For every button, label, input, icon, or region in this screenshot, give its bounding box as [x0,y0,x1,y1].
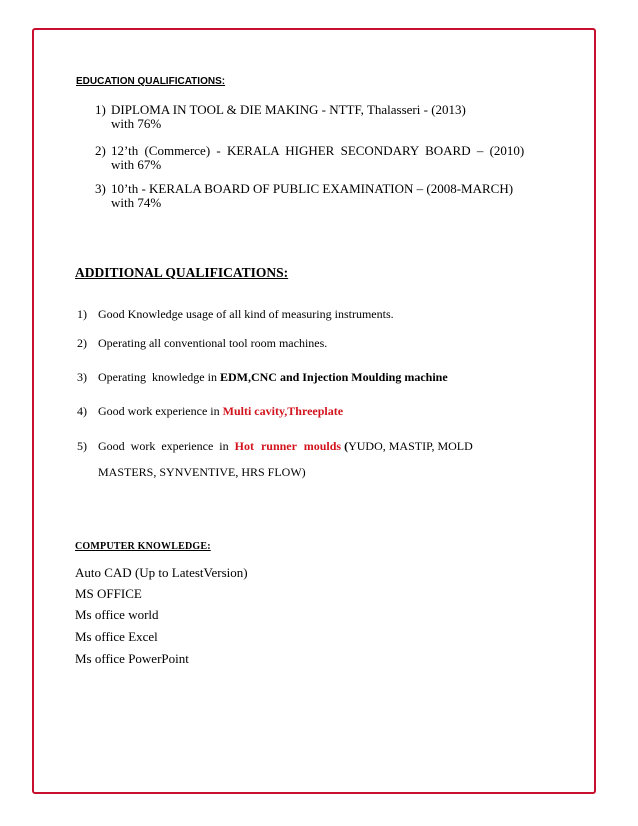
additional-item-continuation: MASTERS, SYNVENTIVE, HRS FLOW) [98,465,306,479]
education-heading: EDUCATION QUALIFICATIONS: [76,76,226,87]
computer-item: MS OFFICE [75,586,142,601]
additional-item-number: 1) [77,307,87,321]
additional-heading: ADDITIONAL QUALIFICATIONS: [75,265,289,280]
education-item-score: with 76% [111,116,162,131]
additional-item-text [98,404,343,419]
additional-item-text: Operating all conventional tool room machines. [98,336,328,350]
computer-item: Ms office world [75,607,159,622]
computer-item: Ms office Excel [75,629,158,644]
additional-item-text [98,439,473,454]
additional-item [77,370,557,386]
additional-item [77,336,557,352]
additional-item-number: 2) [77,336,87,350]
additional-item-number: 4) [77,404,87,418]
education-item-score: with 67% [111,157,162,172]
additional-item-rest: YUDO, MASTIP, MOLD [348,439,473,453]
additional-item [77,404,557,420]
additional-item-paren: ( [344,439,349,453]
additional-item-highlight: Hot runner moulds [234,439,342,453]
education-item-title: 10’th - KERALA BOARD OF PUBLIC EXAMINATION – (2008-MARCH) [111,181,514,196]
additional-item-number: 3) [77,370,87,384]
education-item [95,181,535,211]
additional-item [77,439,557,489]
additional-item-highlight: Multi cavity,Threeplate [222,404,344,418]
computer-item: Auto CAD (Up to LatestVersion) [75,565,248,580]
education-item-title: DIPLOMA IN TOOL & DIE MAKING - NTTF, Thalasseri - (2013) [111,102,466,117]
additional-item [77,307,557,323]
additional-item-emphasis: EDM,CNC and Injection Moulding machine [219,370,448,384]
education-item-number: 1) [95,102,106,117]
education-item [95,143,535,173]
education-item-number: 2) [95,143,106,158]
additional-item-text [98,370,448,385]
additional-item-text: Good Knowledge usage of all kind of measuring instruments. [98,307,394,321]
education-item [95,102,535,132]
computer-item: Ms office PowerPoint [75,651,189,666]
education-item-title: 12’th (Commerce) - KERALA HIGHER SECONDARY BOARD – (2010) [111,143,525,158]
additional-item-lead: Good work experience in [98,439,235,453]
education-item-number: 3) [95,181,106,196]
additional-item-number: 5) [77,439,87,453]
additional-item-lead: Good work experience in [98,404,223,418]
additional-item-lead: Operating knowledge in [98,370,220,384]
computer-heading: COMPUTER KNOWLEDGE: [75,541,211,552]
education-item-score: with 74% [111,195,162,210]
